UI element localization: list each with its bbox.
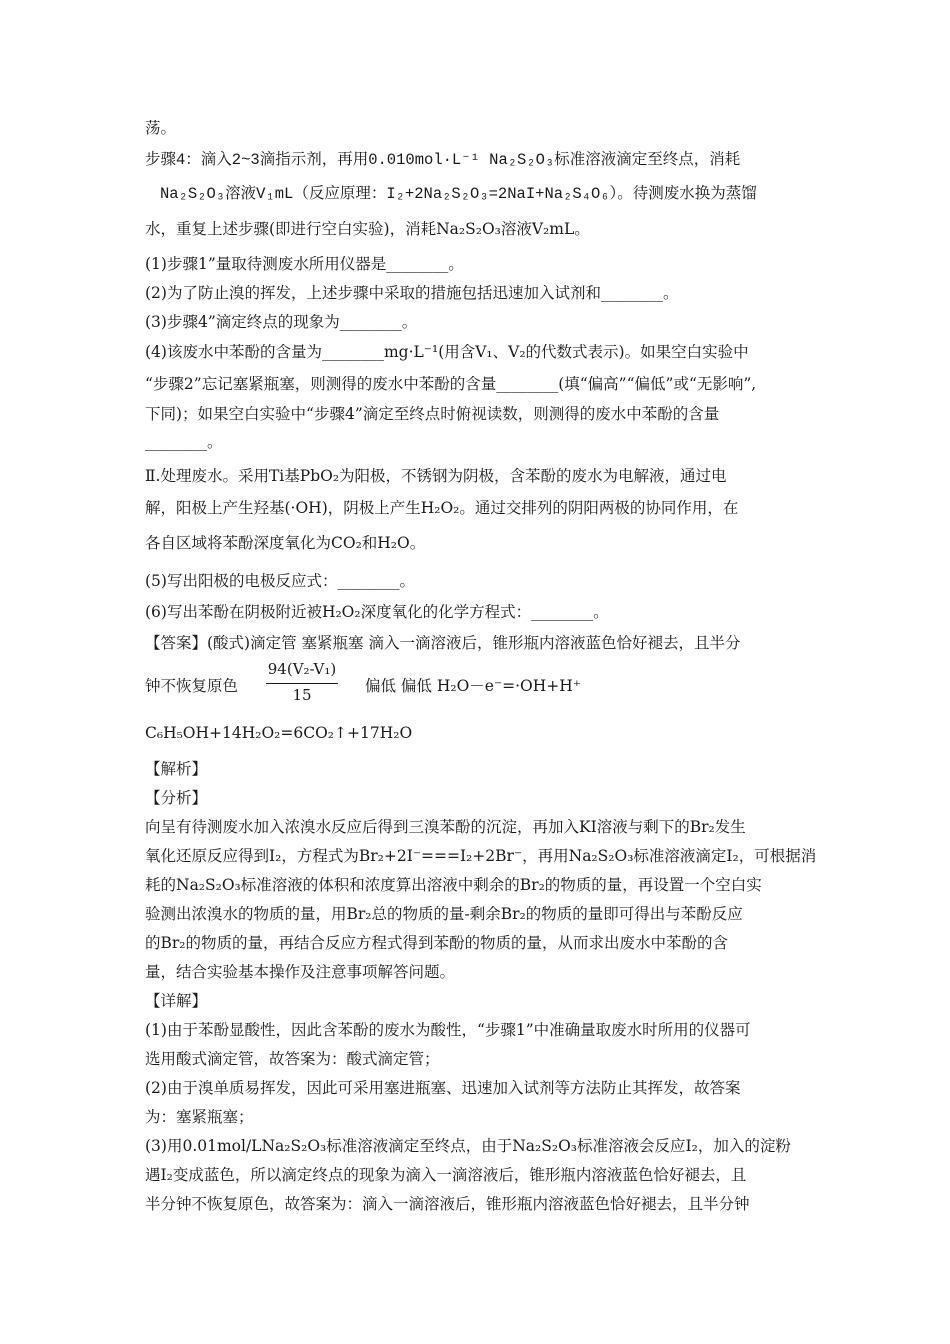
question-1: (1)步骤1”量取待测废水所用仪器是________。: [145, 255, 464, 273]
text-line: ________。: [145, 433, 223, 451]
text-line: 各自区域将苯酚深度氧化为CO₂和H₂O。: [145, 534, 426, 552]
section-2-intro: Ⅱ.处理废水。采用Ti基PbO₂为阳极，不锈钢为阴极，含苯酚的废水为电解液，通过电: [145, 467, 727, 485]
answer-line: 偏低 偏低 H₂O－e⁻=·OH+H⁺: [365, 677, 581, 695]
answer-line: 钟不恢复原色: [145, 677, 239, 695]
answer-fraction: [262, 660, 342, 706]
text-line: 选用酸式滴定管，故答案为：酸式滴定管；: [145, 1050, 440, 1068]
text-line: 半分钟不恢复原色，故答案为：滴入一滴溶液后，锥形瓶内溶液蓝色恰好褪去，且半分钟: [145, 1195, 750, 1213]
text-line: 氧化还原反应得到I₂，方程式为Br₂+2I⁻===I₂+2Br⁻，再用Na₂S₂O₃标准溶液滴定I₂，可根据消: [145, 847, 817, 865]
answer-line: 【答案】(酸式)滴定管 塞紧瓶塞 滴入一滴溶液后，锥形瓶内溶液蓝色恰好褪去，且半分: [145, 634, 741, 652]
text-line: 的Br₂的物质的量，再结合反应方程式得到苯酚的物质的量，从而求出废水中苯酚的含: [145, 934, 729, 952]
question-2: (2)为了防止溴的挥发，上述步骤中采取的措施包括迅速加入试剂和________。: [145, 284, 679, 302]
section-heading: 【解析】: [145, 760, 208, 778]
text-line: 步骤4：滴入2~3滴指示剂，再用0.010mol·L⁻¹ Na₂S₂O₃标准溶液滴定至终点，消耗: [145, 151, 741, 169]
text-line: 为：塞紧瓶塞；: [145, 1108, 254, 1126]
section-heading: 【分析】: [145, 789, 208, 807]
fraction-bar: [266, 683, 338, 684]
question-3: (3)步骤4”滴定终点的现象为________。: [145, 313, 418, 331]
section-heading: 【详解】: [145, 992, 208, 1010]
fraction-denominator: 15: [292, 686, 312, 704]
text-line: (1)由于苯酚显酸性，因此含苯酚的废水为酸性，“步骤1”中准确量取废水时所用的仪器可: [145, 1021, 751, 1039]
text-line: 遇I₂变成蓝色，所以滴定终点的现象为滴入一滴溶液后，锥形瓶内溶液蓝色恰好褪去，且: [145, 1166, 747, 1184]
question-5: (5)写出阳极的电极反应式：________。: [145, 572, 415, 590]
text-line: (3)用0.01mol/LNa₂S₂O₃标准溶液滴定至终点，由于Na₂S₂O₃标准溶液会反应I₂，加入的淀粉: [145, 1137, 791, 1155]
text-line: 水，重复上述步骤(即进行空白实验)，消耗Na₂S₂O₃溶液V₂mL。: [145, 220, 590, 238]
text-line: 验测出浓溴水的物质的量，用Br₂总的物质的量-剩余Br₂的物质的量即可得出与苯酚反应: [145, 905, 743, 923]
text-line: 解，阳极上产生羟基(·OH)，阴极上产生H₂O₂。通过交排列的阴阳两极的协同作用，在: [145, 499, 739, 517]
text-line: 荡。: [145, 119, 177, 137]
text-line: “步骤2”忘记塞紧瓶塞，则测得的废水中苯酚的含量________(填“偏高”“偏低”或“无影响”,: [145, 375, 757, 393]
text-line: 下同)；如果空白实验中“步骤4”滴定至终点时俯视读数，则测得的废水中苯酚的含量: [145, 405, 720, 423]
question-6: (6)写出苯酚在阴极附近被H₂O₂深度氧化的化学方程式：________。: [145, 603, 609, 621]
text-line: 向呈有待测废水加入浓溴水反应后得到三溴苯酚的沉淀，再加入KI溶液与剩下的Br₂发生: [145, 818, 746, 836]
answer-equation: C₆H₅OH+14H₂O₂=6CO₂↑+17H₂O: [145, 724, 413, 742]
fraction-numerator: 94(V₂-V₁): [267, 660, 337, 678]
text-line: Na₂S₂O₃溶液V₁mL（反应原理：I₂+2Na₂S₂O₃=2NaI+Na₂S₄O₆）。待测废水换为蒸馏: [160, 185, 757, 203]
text-line: 耗的Na₂S₂O₃标准溶液的体积和浓度算出溶液中剩余的Br₂的物质的量，再设置一个空白实: [145, 876, 762, 894]
question-4: (4)该废水中苯酚的含量为________mg·L⁻¹(用含V₁、V₂的代数式表示)。如果空白实验中: [145, 343, 749, 361]
text-line: 量，结合实验基本操作及注意事项解答问题。: [145, 963, 456, 981]
text-line: (2)由于溴单质易挥发，因此可采用塞进瓶塞、迅速加入试剂等方法防止其挥发，故答案: [145, 1079, 741, 1097]
